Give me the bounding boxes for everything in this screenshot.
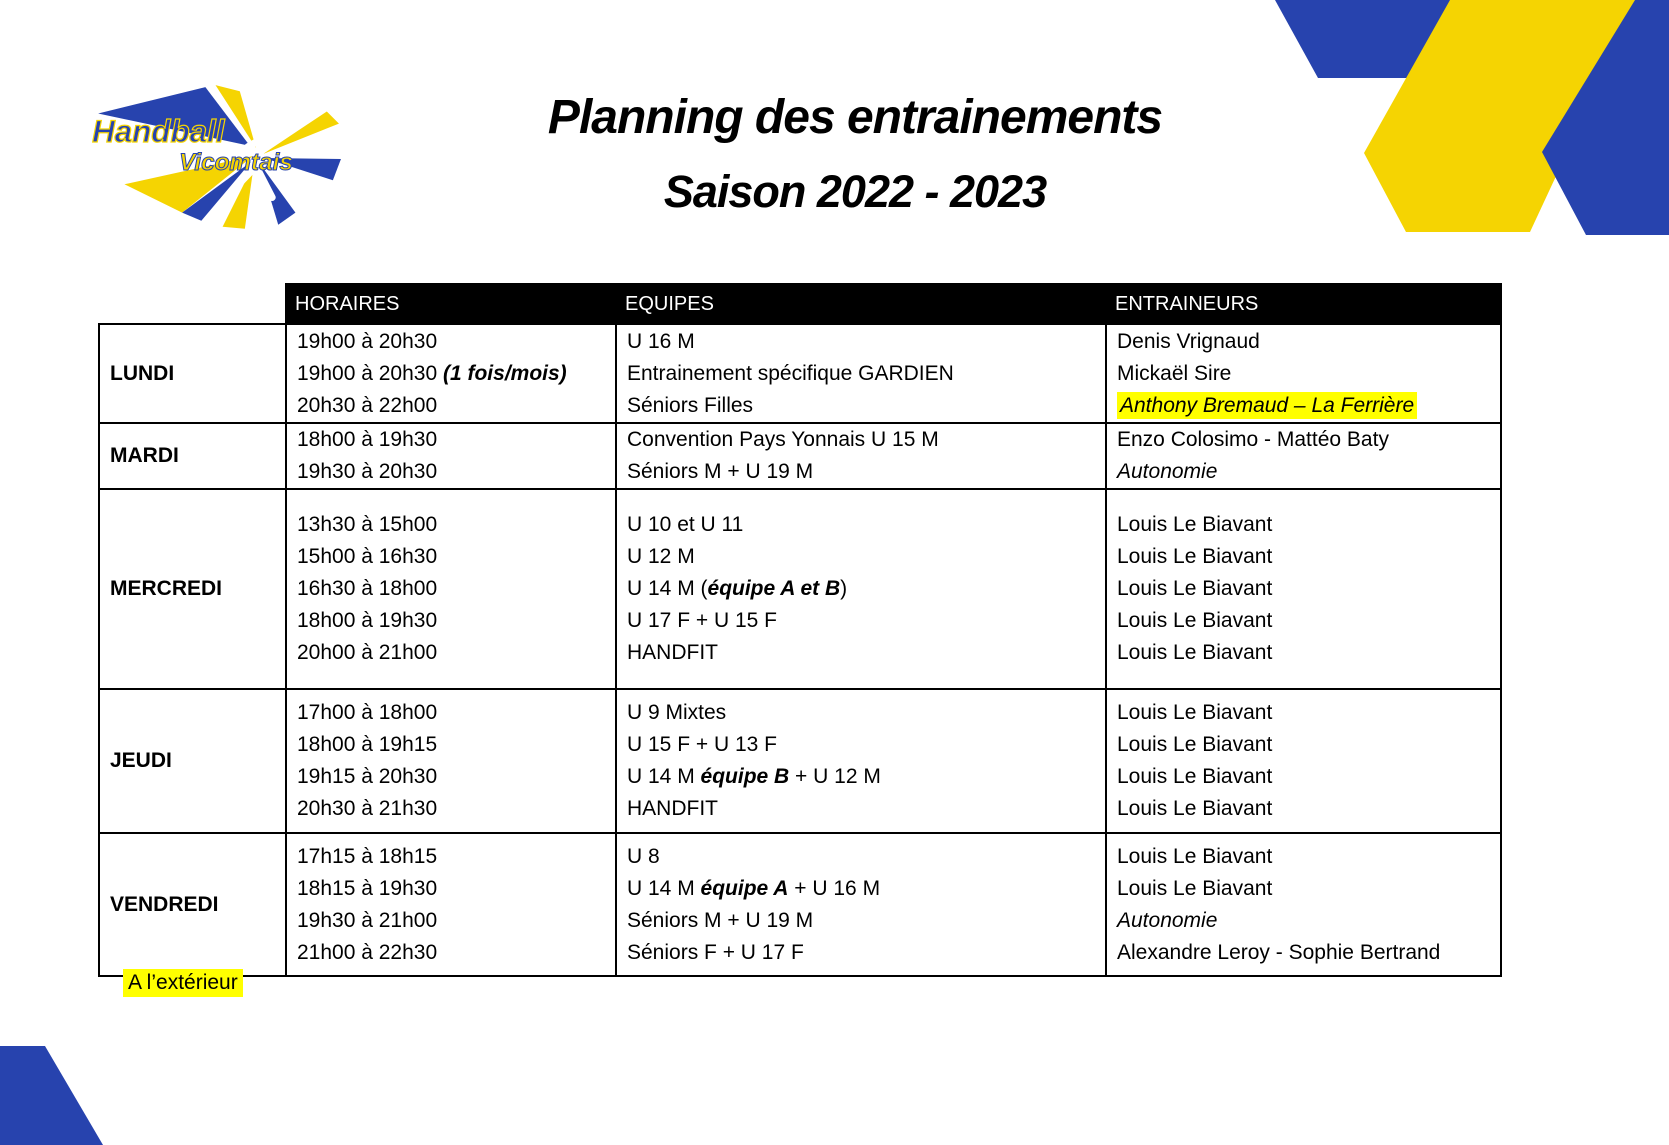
- text-segment: Enzo Colosimo - Mattéo Baty: [1117, 428, 1389, 451]
- text-segment: Louis Le Biavant: [1117, 733, 1273, 756]
- horaire-line: [287, 793, 615, 825]
- equipe-line: [617, 326, 1105, 358]
- logo-text-handball: Handball: [92, 113, 225, 149]
- day-label: LUNDI: [99, 324, 286, 423]
- entraineur-line: [1107, 841, 1500, 873]
- equipe-cell: [616, 423, 1106, 489]
- bottom-left-decoration-icon: [0, 1046, 104, 1145]
- text-segment: 13h30 à 15h00: [297, 513, 438, 536]
- entraineur-line: [1107, 605, 1500, 637]
- equipe-line: [617, 605, 1105, 637]
- horaire-line: [287, 841, 615, 873]
- equipe-line: [617, 697, 1105, 729]
- horaire-line: [287, 390, 615, 422]
- day-row-jeudi: [99, 689, 1501, 833]
- day-row-mercredi: [99, 489, 1501, 689]
- entraineur-line: [1107, 390, 1500, 422]
- text-segment: Anthony Bremaud – La Ferrière: [1117, 392, 1417, 419]
- entraineur-line: [1107, 456, 1500, 488]
- text-segment: Mickaël Sire: [1117, 361, 1232, 385]
- schedule-table: [98, 283, 1502, 977]
- horaire-line: [287, 509, 615, 541]
- text-segment: 20h00 à 21h00: [297, 641, 438, 664]
- text-segment: U 8: [627, 844, 660, 868]
- header-horaires: HORAIRES: [286, 284, 616, 324]
- entraineur-line: [1107, 761, 1500, 793]
- text-segment: Entrainement spécifique GARDIEN: [627, 361, 954, 385]
- equipe-line: [617, 509, 1105, 541]
- day-label: JEUDI: [99, 689, 286, 833]
- text-segment: Louis Le Biavant: [1117, 513, 1273, 536]
- equipe-cell: [616, 489, 1106, 689]
- text-segment: 17h15 à 18h15: [297, 844, 438, 868]
- equipe-line: [617, 873, 1105, 905]
- equipe-line: [617, 793, 1105, 825]
- horaire-cell: [286, 689, 616, 833]
- day-label: VENDREDI: [99, 833, 286, 976]
- equipe-cell: [616, 689, 1106, 833]
- text-segment: U 14 M (: [627, 577, 708, 600]
- text-segment: (1 fois/mois): [442, 361, 567, 385]
- horaire-line: [287, 729, 615, 761]
- entraineur-line: [1107, 697, 1500, 729]
- text-segment: Louis Le Biavant: [1117, 609, 1273, 632]
- text-segment: équipe A et B: [707, 577, 841, 600]
- text-segment: Séniors F + U 17 F: [627, 940, 804, 964]
- equipe-line: [617, 573, 1105, 605]
- text-segment: 18h00 à 19h30: [297, 609, 438, 632]
- entraineur-line: [1107, 573, 1500, 605]
- horaire-line: [287, 541, 615, 573]
- text-segment: Louis Le Biavant: [1117, 545, 1273, 568]
- horaire-line: [287, 905, 615, 937]
- text-segment: U 17 F + U 15 F: [627, 609, 777, 632]
- text-segment: Autonomie: [1117, 460, 1218, 483]
- exterior-note: A l’extérieur: [123, 969, 243, 997]
- text-segment: HANDFIT: [627, 797, 718, 820]
- equipe-line: [617, 424, 1105, 456]
- text-segment: 17h00 à 18h00: [297, 701, 438, 724]
- horaire-line: [287, 605, 615, 637]
- text-segment: 21h00 à 22h30: [297, 940, 438, 964]
- entraineur-cell: [1106, 324, 1501, 423]
- text-segment: Louis Le Biavant: [1117, 577, 1273, 600]
- entraineur-line: [1107, 326, 1500, 358]
- text-segment: Louis Le Biavant: [1117, 797, 1273, 820]
- page-title: Planning des entrainements: [547, 91, 1163, 144]
- equipe-line: [617, 390, 1105, 422]
- entraineur-line: [1107, 509, 1500, 541]
- entraineur-line: [1107, 541, 1500, 573]
- text-segment: Louis Le Biavant: [1117, 641, 1273, 664]
- text-segment: équipe B: [700, 765, 790, 788]
- equipe-cell: [616, 324, 1106, 423]
- text-segment: 20h30 à 22h00: [297, 393, 438, 417]
- horaire-line: [287, 573, 615, 605]
- header-row: [99, 284, 1501, 324]
- text-segment: U 14 M: [627, 876, 701, 900]
- entraineur-line: [1107, 793, 1500, 825]
- entraineur-line: [1107, 873, 1500, 905]
- text-segment: U 10 et U 11: [627, 513, 744, 536]
- equipe-line: [617, 905, 1105, 937]
- entraineur-cell: [1106, 489, 1501, 689]
- text-segment: Alexandre Leroy - Sophie Bertrand: [1117, 940, 1441, 964]
- horaire-line: [287, 761, 615, 793]
- entraineur-line: [1107, 905, 1500, 937]
- text-segment: Séniors M + U 19 M: [627, 908, 814, 932]
- entraineur-line: [1107, 637, 1500, 669]
- logo-text-vicomtais: Vicomtais: [179, 149, 293, 177]
- text-segment: U 9 Mixtes: [627, 701, 727, 724]
- text-segment: Séniors M + U 19 M: [627, 460, 814, 483]
- horaire-line: [287, 697, 615, 729]
- text-segment: Denis Vrignaud: [1117, 329, 1260, 353]
- text-segment: 19h00 à 20h30: [297, 329, 438, 353]
- header-equipes: EQUIPES: [616, 284, 1106, 324]
- text-segment: 15h00 à 16h30: [297, 545, 438, 568]
- text-segment: 18h00 à 19h15: [297, 733, 438, 756]
- entraineur-line: [1107, 937, 1500, 969]
- text-segment: U 15 F + U 13 F: [627, 733, 777, 756]
- text-segment: 20h30 à 21h30: [297, 797, 438, 820]
- text-segment: Louis Le Biavant: [1117, 765, 1273, 788]
- equipe-line: [617, 841, 1105, 873]
- horaire-line: [287, 637, 615, 669]
- text-segment: U 16 M: [627, 329, 695, 353]
- top-right-decoration-icon: [1180, 0, 1669, 260]
- equipe-line: [617, 541, 1105, 573]
- day-row-vendredi: [99, 833, 1501, 976]
- text-segment: + U 12 M: [789, 765, 881, 788]
- text-segment: Louis Le Biavant: [1117, 844, 1273, 868]
- horaire-line: [287, 873, 615, 905]
- entraineur-cell: [1106, 833, 1501, 976]
- text-segment: HANDFIT: [627, 641, 718, 664]
- text-segment: 19h30 à 21h00: [297, 908, 438, 932]
- text-segment: + U 16 M: [788, 876, 881, 900]
- text-segment: Louis Le Biavant: [1117, 701, 1273, 724]
- text-segment: 16h30 à 18h00: [297, 577, 438, 600]
- horaire-line: [287, 358, 615, 390]
- page-subtitle: Saison 2022 - 2023: [663, 165, 1047, 217]
- equipe-line: [617, 729, 1105, 761]
- horaire-cell: [286, 489, 616, 689]
- text-segment: ): [840, 577, 848, 600]
- day-row-lundi: [99, 324, 1501, 423]
- equipe-line: [617, 358, 1105, 390]
- text-segment: Convention Pays Yonnais U 15 M: [627, 428, 939, 451]
- text-segment: 19h15 à 20h30: [297, 765, 438, 788]
- equipe-line: [617, 456, 1105, 488]
- equipe-line: [617, 937, 1105, 969]
- entraineur-line: [1107, 424, 1500, 456]
- text-segment: équipe A: [700, 876, 789, 900]
- text-segment: U 12 M: [627, 545, 695, 568]
- header-corner-cell: [99, 284, 286, 324]
- equipe-cell: [616, 833, 1106, 976]
- horaire-cell: [286, 833, 616, 976]
- text-segment: Séniors Filles: [627, 393, 754, 417]
- horaire-cell: [286, 324, 616, 423]
- day-label: MARDI: [99, 423, 286, 489]
- text-segment: 18h00 à 19h30: [297, 428, 438, 451]
- horaire-line: [287, 937, 615, 969]
- text-segment: 18h15 à 19h30: [297, 876, 438, 900]
- equipe-line: [617, 637, 1105, 669]
- text-segment: 19h00 à 20h30: [297, 361, 443, 385]
- text-segment: 19h30 à 20h30: [297, 460, 438, 483]
- horaire-line: [287, 424, 615, 456]
- entraineur-cell: [1106, 689, 1501, 833]
- horaire-line: [287, 326, 615, 358]
- day-row-mardi: [99, 423, 1501, 489]
- header-entraineurs: ENTRAINEURS: [1106, 284, 1501, 324]
- schedule-body: [99, 324, 1501, 976]
- entraineur-line: [1107, 358, 1500, 390]
- entraineur-line: [1107, 729, 1500, 761]
- day-label: MERCREDI: [99, 489, 286, 689]
- title-block: [420, 92, 1290, 216]
- club-logo: [86, 80, 344, 238]
- text-segment: Autonomie: [1117, 908, 1218, 932]
- entraineur-cell: [1106, 423, 1501, 489]
- text-segment: U 14 M: [627, 765, 701, 788]
- equipe-line: [617, 761, 1105, 793]
- horaire-cell: [286, 423, 616, 489]
- text-segment: Louis Le Biavant: [1117, 876, 1273, 900]
- horaire-line: [287, 456, 615, 488]
